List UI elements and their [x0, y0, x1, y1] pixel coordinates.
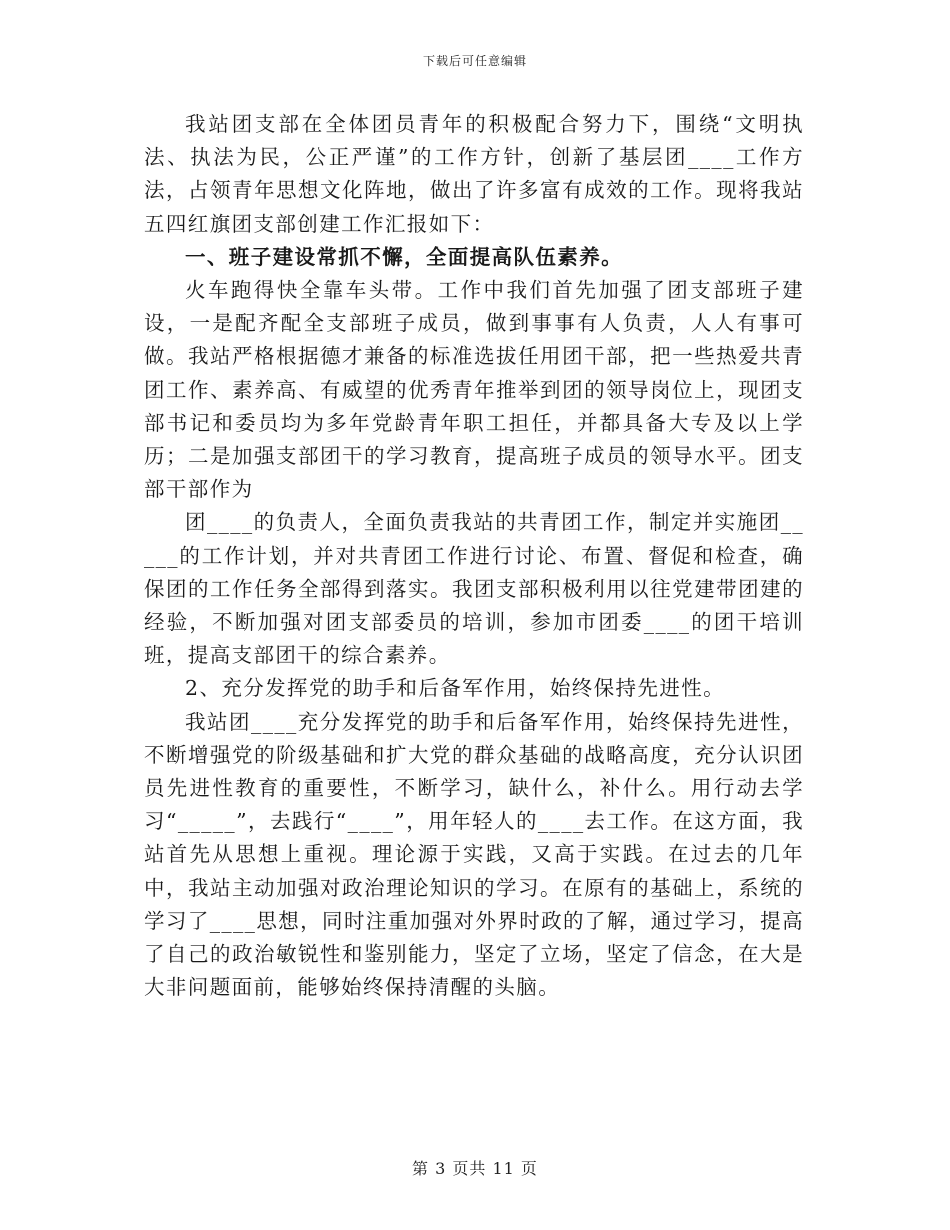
page-header: 下载后可任意编辑 [422, 54, 527, 68]
document-body [144, 108, 804, 1004]
paragraph-team-leaders: 团____的负责人，全面负责我站的共青团工作，制定并实施团_____的工作计划，并对共青团工作进行讨论、布置、督促和检查，确保团的工作任务全部得到落实。我团支部积极利用以往党建带团建的经验，不断加强对团支部委员的培训，参加市团委____的团干培训班，提高支部团干的综合素养。 [144, 510, 804, 668]
section-heading-1: 一、班子建设常抓不懈，全面提高队伍素养。 [185, 244, 623, 269]
paragraph-intro: 我站团支部在全体团员青年的积极配合努力下，围绕“文明执法、执法为民，公正严谨”的工作方针，创新了基层团____工作方法，占领青年思想文化阵地，做出了许多富有成效的工作。现将我站五四红旗团支部创建工作汇报如下： [144, 112, 804, 236]
section-heading-2: 2、充分发挥党的助手和后备军作用，始终保持先进性。 [185, 676, 726, 701]
paragraph-vanguard: 我站团____充分发挥党的助手和后备军作用，始终保持先进性，不断增强党的阶级基础和扩大党的群众基础的战略高度，充分认识团员先进性教育的重要性，不断学习，缺什么，补什么。用行动去学习“_____”，去践行“____”，用年轻人的____去工作。在这方面，我站首先从思想上重视。理论源于实践，又高于实践。在过去的几年中，我站主动加强对政治理论知识的学习。在原有的基础上，系统的学习了____思想，同时注重加强对外界时政的了解，通过学习，提高了自己的政治敏锐性和鉴别能力，坚定了立场，坚定了信念，在大是大非问题面前，能够始终保持清醒的头脑。 [144, 709, 804, 1000]
page-footer: 第 3 页共 11 页 [412, 1159, 538, 1178]
paragraph-team-building: 火车跑得快全靠车头带。工作中我们首先加强了团支部班子建设，一是配齐配全支部班子成员，做到事事有人负责，人人有事可做。我站严格根据德才兼备的标准选拔任用团干部，把一些热爱共青团工作、素养高、有威望的优秀青年推举到团的领导岗位上，现团支部书记和委员均为多年党龄青年职工担任，并都具备大专及以上学历；二是加强支部团干的学习教育，提高班子成员的领导水平。团支部干部作为 [144, 278, 804, 502]
